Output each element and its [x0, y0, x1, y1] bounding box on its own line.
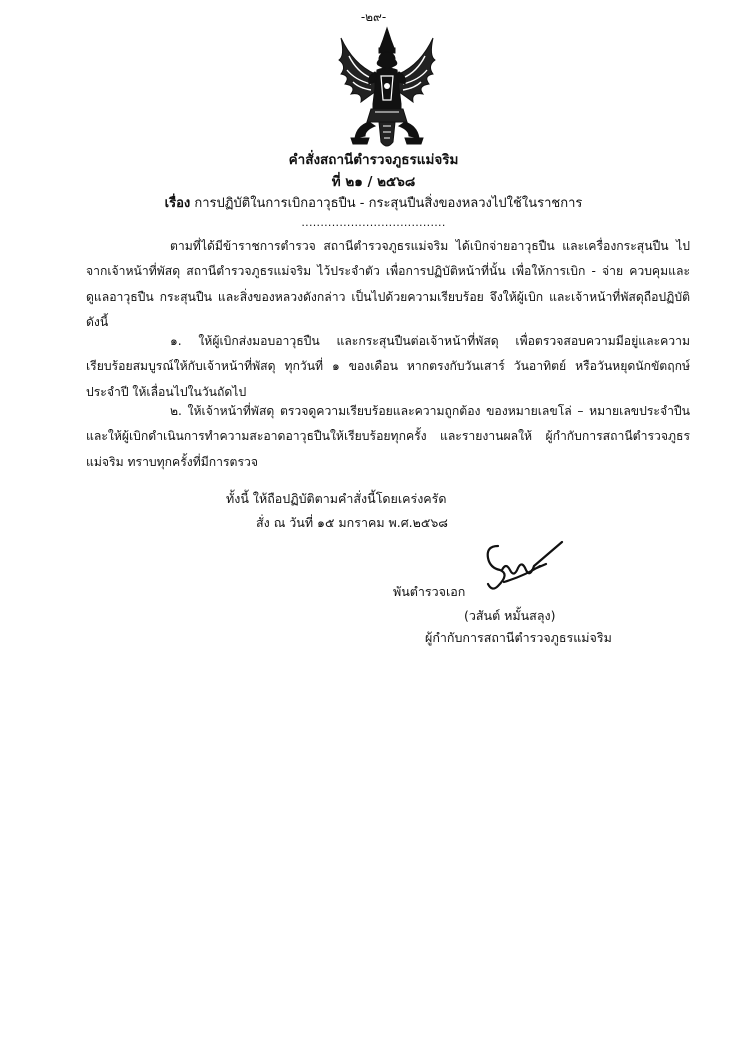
subject-text: การปฏิบัติในการเบิกอาวุธปืน - กระสุนปืนสิ่งของหลวงไปใช้ในราชการ — [194, 196, 583, 211]
closing-statement: ทั้งนี้ ให้ถือปฏิบัติตามคำสั่งนี้โดยเคร่งครัด — [226, 491, 447, 506]
subject-label: เรื่อง — [164, 196, 191, 211]
order-item-2 — [86, 399, 690, 475]
order-item-1 — [86, 329, 690, 405]
signer-name: (วสันต์ หมั้นสลุง) — [464, 608, 556, 623]
signed-date: สั่ง ณ วันที่ ๑๕ มกราคม พ.ศ.๒๕๖๘ — [256, 515, 448, 530]
garuda-emblem-icon — [335, 26, 439, 152]
intro-paragraph — [86, 234, 690, 335]
page-number: -๒๙- — [360, 10, 387, 24]
signer-rank: พันตำรวจเอก — [393, 584, 466, 599]
order-item-2-text: ๒. ให้เจ้าหน้าที่พัสดุ ตรวจดูความเรียบร้อยและความถูกต้อง ของหมายเลขโล่ – หมายเลขประจำปืน และให้ผู้เบิกดำเนินการทำความสะอาดอาวุธปืนให้เรียบร้อยทุกครั้ง และรายงานผลให้ ผู้กำกับการสถานีตำรวจภูธรแม่จริม ทราบทุกครั้งที่มีการตรวจ — [86, 404, 690, 469]
dotted-separator: ...................................... — [301, 216, 446, 229]
order-item-1-text: ๑. ให้ผู้เบิกส่งมอบอาวุธปืน และกระสุนปืนต่อเจ้าหน้าที่พัสดุ เพื่อตรวจสอบความมีอยู่และความเรียบร้อยสมบูรณ์ให้กับเจ้าหน้าที่พัสดุ ทุกวันที่ ๑ ของเดือน หากตรงกับวันเสาร์ วันอาทิตย์ หรือวันหยุดนักขัตฤกษ์ประจำปี ให้เลื่อนไปในวันถัดไป — [86, 334, 690, 399]
intro-text: ตามที่ได้มีข้าราชการตำรวจ สถานีตำรวจภูธรแม่จริม ได้เบิกจ่ายอาวุธปืน และเครื่องกระสุนปืน ไปจากเจ้าหน้าที่พัสดุ สถานีตำรวจภูธรแม่จริม ไว้ประจำตัว เพื่อการปฏิบัติหน้าที่นั้น เพื่อให้การเบิก - จ่าย ควบคุมและดูแลอาวุธปืน กระสุนปืน และสิ่งของหลวงดังกล่าว เป็นไปด้วยความเรียบร้อย จึงให้ผู้เบิก และเจ้าหน้าที่พัสดุถือปฏิบัติ ดังนี้ — [86, 239, 690, 329]
subject-line — [0, 192, 747, 213]
order-number: ที่ ๒๑ / ๒๕๖๘ — [331, 174, 416, 190]
signer-position: ผู้กำกับการสถานีตำรวจภูธรแม่จริม — [425, 630, 612, 645]
order-title: คำสั่งสถานีตำรวจภูธรแม่จริม — [288, 152, 459, 168]
handwritten-signature — [484, 540, 566, 594]
